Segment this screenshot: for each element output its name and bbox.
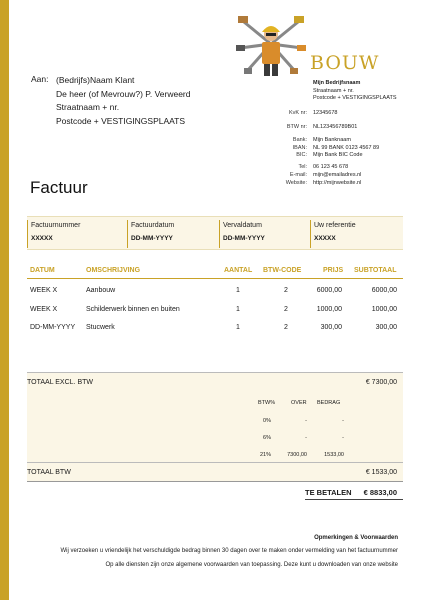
cell-description: Aanbouw	[86, 287, 116, 294]
cell-price: 6000,00	[316, 287, 342, 294]
cell-subtotal: 1000,00	[371, 306, 397, 313]
cell-price: 300,00	[320, 324, 342, 331]
remarks-line: Wij verzoeken u vriendelijk het verschuldigde bedrag binnen 30 dagen over te maken onder vermelding van het factuurnummer	[60, 548, 398, 554]
vat-over: -	[305, 435, 307, 441]
col-header-price: PRIJS	[323, 267, 344, 274]
vat-pct: 0%	[263, 418, 271, 424]
col-header-date: DATUM	[30, 267, 55, 274]
cell-quantity: 1	[236, 324, 240, 331]
builder-logo-icon	[236, 8, 306, 80]
company-info	[313, 80, 397, 103]
total-excl-label: TOTAAL EXCL. BTW	[27, 379, 93, 386]
cell-date: WEEK X	[30, 287, 58, 294]
vat-amount: 1533,00	[324, 452, 344, 458]
info-label: Vervaldatum	[223, 222, 262, 229]
brand-name: BOUW	[310, 52, 380, 74]
table-row	[0, 306, 424, 320]
total-excl-value: € 7300,00	[365, 379, 397, 386]
summary-divider	[27, 462, 403, 463]
due-date-block	[219, 220, 265, 248]
invoice-info-bar	[27, 216, 403, 250]
address-line: Postcode + VESTIGINGSPLAATS	[56, 115, 186, 126]
col-header-quantity: AANTAL	[224, 267, 253, 274]
bic-value: Mijn Bank BIC Code	[313, 152, 363, 158]
iban-value: NL 99 BANK 0123 4567 89	[313, 144, 380, 151]
cell-quantity: 1	[236, 306, 240, 313]
info-value: XXXXX	[314, 235, 336, 242]
info-value: DD-MM-YYYY	[131, 235, 173, 242]
summary-box	[27, 372, 403, 482]
website-label: Website:	[285, 180, 307, 186]
company-street: Straatnaam + nr.	[313, 87, 354, 94]
cell-vat-code: 2	[284, 306, 288, 313]
bank-label: Bank:	[292, 137, 307, 143]
address-line: (Bedrijfs)Naam Klant	[56, 75, 135, 85]
address-line: Straatnaam + nr.	[56, 102, 120, 112]
vat-amount: -	[342, 435, 344, 441]
page-title: Factuur	[30, 178, 88, 197]
cell-quantity: 1	[236, 287, 240, 294]
vat-amount: -	[342, 418, 344, 424]
tel-value: 06 123 45 678	[313, 164, 349, 170]
amount-due-underline	[305, 499, 403, 500]
btw-label: BTW nr:	[286, 124, 307, 130]
col-header-subtotal: SUBTOTAAL	[354, 267, 397, 274]
info-label: Factuurdatum	[131, 222, 175, 229]
btw-value: NL123456789B01	[313, 124, 358, 130]
website-link[interactable]: http://mijnwebsite.nl	[313, 180, 362, 186]
vat-pct: 6%	[263, 435, 271, 441]
bic-label: BIC:	[296, 152, 307, 158]
remarks-title: Opmerkingen & Voorwaarden	[314, 535, 398, 541]
info-value: XXXXX	[31, 235, 53, 242]
recipient-address	[56, 74, 191, 128]
company-postcode: Postcode + VESTIGINGSPLAATS	[313, 95, 397, 101]
amount-due-label: TE BETALEN	[305, 488, 352, 497]
cell-date: WEEK X	[30, 306, 58, 313]
cell-subtotal: 6000,00	[371, 287, 397, 294]
col-header-vat-code: BTW-CODE	[263, 267, 302, 274]
kvk-label: KvK nr:	[288, 110, 307, 116]
info-value: DD-MM-YYYY	[223, 235, 265, 242]
table-row	[0, 287, 424, 301]
vat-header-pct: BTW%	[258, 400, 276, 406]
email-link[interactable]: mijn@emailadres.nl	[313, 172, 362, 178]
tel-label: Tel:	[298, 164, 307, 170]
company-name: Mijn Bedrijfsnaam	[313, 80, 361, 86]
iban-label: IBAN:	[292, 144, 307, 151]
total-divider	[27, 481, 403, 482]
cell-date: DD-MM-YYYY	[30, 324, 76, 331]
kvk-value: 12345678	[313, 110, 338, 116]
reference-block	[310, 220, 356, 248]
total-vat-label: TOTAAL BTW	[27, 469, 71, 476]
vat-over: -	[305, 418, 307, 424]
info-label: Uw referentie	[314, 222, 356, 229]
vat-header-over: OVER	[291, 400, 307, 406]
amount-due-value: € 8833,00	[363, 488, 397, 497]
total-vat-value: € 1533,00	[365, 469, 397, 476]
cell-description: Stucwerk	[86, 324, 115, 331]
info-label: Factuurnummer	[31, 222, 81, 229]
vat-over: 7300,00	[287, 452, 307, 458]
email-label: E-mail:	[289, 172, 307, 178]
vat-pct: 21%	[259, 452, 271, 458]
table-row	[0, 324, 424, 338]
remarks-line: Op alle diensten zijn onze algemene voorwaarden van toepassing. Deze kunt u downloaden van onze website	[105, 562, 398, 568]
bank-value: Mijn Banknaam	[313, 137, 351, 143]
cell-vat-code: 2	[284, 324, 288, 331]
invoice-date-block	[127, 220, 174, 248]
address-line: De heer (of Mevrouw?) P. Verweerd	[56, 88, 191, 99]
cell-subtotal: 300,00	[375, 324, 397, 331]
invoice-number-block	[27, 220, 80, 248]
vat-header-amount: BEDRAG	[317, 400, 341, 406]
cell-vat-code: 2	[284, 287, 288, 294]
address-label: Aan:	[31, 74, 49, 84]
col-header-description: OMSCHRIJVING	[86, 267, 141, 274]
cell-price: 1000,00	[316, 306, 342, 313]
header-divider	[27, 278, 403, 279]
cell-description: Schilderwerk binnen en buiten	[86, 306, 180, 313]
